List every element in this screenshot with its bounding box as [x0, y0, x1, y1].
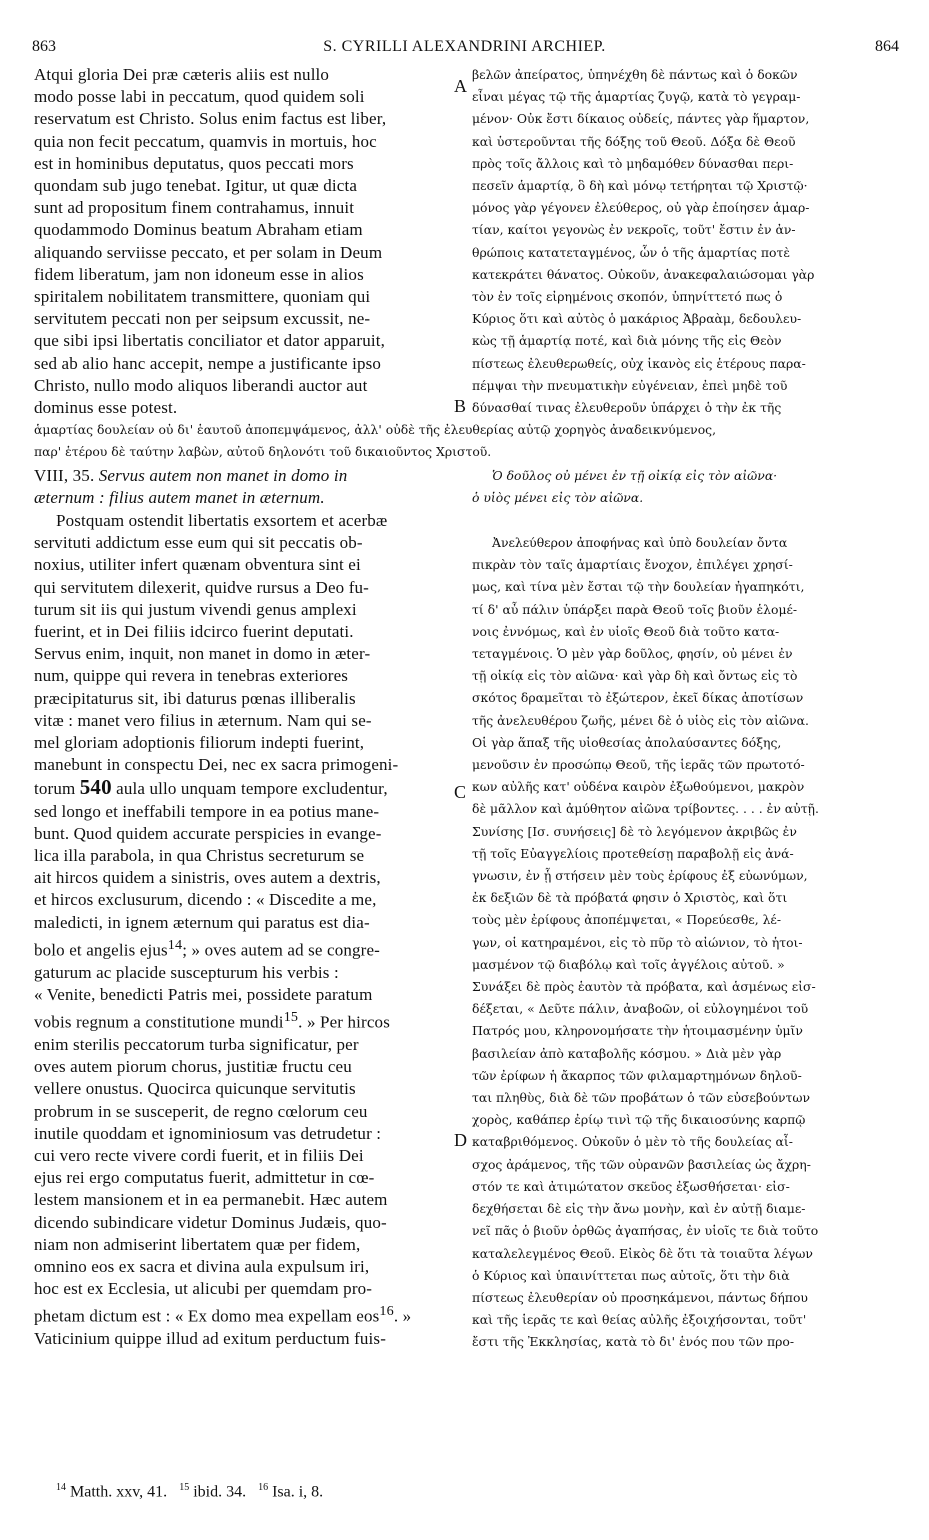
latin-line: « Venite, benedicti Patris mei, possidete paratum: [34, 984, 373, 1004]
greek-line: τῆς ἀνελευθέρου ζωῆς, μένει δὲ ὁ υἱὸς εἰς τὸν αἰῶνα.: [472, 712, 809, 728]
verse-number: VIII, 35.: [34, 466, 95, 485]
latin-line: lestem mansionem et in ea permanebit. Hæc autem: [34, 1190, 388, 1210]
greek-line: ἔστι τῆς Ἐκκλησίας, κατὰ τὸ δι' ἑνός που τῶν προ-: [472, 1334, 795, 1350]
full-line: ἁμαρτίας δουλείαν οὐ δι' ἑαυτοῦ ἀποπεμψάμενος, ἀλλ' οὐδὲ τῆς ἐλευθερίας αὐτῷ χορηγὸς ἀναδεικνύμενος,: [34, 422, 717, 437]
latin-line-with-note: [34, 934, 454, 962]
greek-line: μενοῦσιν ἐν προσώπῳ Θεοῦ, τῆς ἱερᾶς τῶν πρωτοτό-: [472, 757, 805, 773]
latin-line: probrum in se susceperit, de regno cœlorum ceu: [34, 1101, 368, 1121]
greek-line: πικρὰν τὸν ταῖς ἁμαρτίαις ἔνοχον, ἐπιλέγει χρησί-: [472, 557, 793, 573]
greek-line: ται πληθὺς, διὰ δὲ τῶν προβάτων ὁ τῶν εὐσεβούντων: [472, 1090, 811, 1106]
footnote-number: 14: [56, 1482, 66, 1493]
latin-line: et hircos exclusurum, dicendo : « Discedite a me,: [34, 890, 377, 910]
greek-line: Συνάξει δὲ πρὸς ἑαυτὸν τὰ πρόβατα, καὶ ἁσμένως εἰσ-: [472, 979, 816, 995]
verse-latin-line-1: [34, 465, 454, 487]
greek-line: στόν τε καὶ ἀτιμώτατον σκεῦος ἐξωσθήσεται· εἰσ-: [472, 1178, 790, 1194]
latin-line: dominus esse potest.: [34, 398, 178, 418]
latin-line: enim sterilis peccatorum turba significatur, per: [34, 1034, 359, 1054]
latin-line: Atqui gloria Dei præ cæteris aliis est nullo: [34, 65, 330, 84]
greek-line: γνωσιν, ἐν ᾗ στήσειν μὲν τοὺς ἐρίφους ἐξ εὐωνύμων,: [472, 868, 808, 884]
latin-line: servituti addictum esse eum qui sit peccatis ob-: [34, 533, 363, 553]
page-number-right: 864: [875, 38, 899, 55]
latin-line: præcipitaturus sit, ibi daturus pœnas illiberalis: [34, 688, 356, 708]
greek-line: Πατρός μου, κληρονομήσατε τὴν ἡτοιμασμένην ὑμῖν: [472, 1023, 803, 1039]
footnote-number: 16: [258, 1482, 269, 1493]
latin-line: bunt. Quod quidem accurate perspicies in evange-: [34, 823, 382, 843]
greek-line: ἐκ δεξιῶν δὲ τὰ πρόβατά φησιν ὁ Χριστὸς, καὶ ὅτι: [472, 890, 788, 906]
column-number: 540: [79, 776, 112, 800]
greek-line: νεῖ πᾶς ὁ βιοῦν ὀρθῶς ἀγαπήσας, ἐν υἱοῖς τε διὰ τοῦτο: [472, 1223, 819, 1239]
latin-line: quodammodo Dominus beatum Abraham etiam: [34, 220, 363, 240]
greek-line: κων αὐλῆς κατ' οὐδένα καιρὸν ἐξωθούμενοι, μακρὸν: [472, 779, 805, 795]
latin-column-top: [34, 64, 454, 419]
greek-line: πέμψαι τὴν πνευματικὴν εὐγένειαν, ἐπεὶ μηδὲ τοῦ: [472, 377, 788, 393]
greek-line: νοις ἐννόμως, καὶ ἐν υἱοῖς Θεοῦ διὰ τοῦτο κατα-: [472, 623, 780, 639]
latin-column-bottom: [34, 510, 454, 1350]
greek-line: τί δ' αὖ πάλιν ὑπάρξει παρὰ Θεοῦ τοῖς βιοῦν ἑλομέ-: [472, 601, 798, 617]
latin-line: vellere onustus. Quocirca quicunque servitutis: [34, 1079, 356, 1099]
greek-line: πεσεῖν ἁμαρτίᾳ, ὃ δὴ καὶ μόνῳ τετήρηται τῷ Χριστῷ·: [472, 178, 808, 194]
latin-line: mel gloriam adoptionis filiorum indepti fuerint,: [34, 733, 365, 753]
latin-line: modo posse labi in peccatum, quod quidem soli: [34, 87, 365, 107]
latin-line-start: bolo et angelis ejus: [34, 940, 168, 960]
latin-line-rest: . » Per hircos: [298, 1012, 390, 1032]
greek-line: πίστεως ἐλευθερίαν οὐ προσηκάμενοι, πάντως δήπου: [472, 1289, 808, 1305]
latin-line: ejus rei ergo computatus fuerit, admittetur in cœ-: [34, 1168, 375, 1188]
latin-line-rest: aula ullo unquam tempore excludentur,: [116, 779, 388, 799]
greek-line: Κύριος ὅτι καὶ αὐτὸς ὁ μακάριος Ἀβραὰμ, δεδουλευ-: [472, 311, 802, 327]
greek-line: κατεκράτει θάνατος. Οὐκοῦν, ἀνακεφαλαιώσομαι γὰρ: [472, 266, 815, 282]
latin-line: Vaticinium quippe illud ad exitum perductum fuis-: [34, 1329, 387, 1349]
latin-line: inutile quoddam et ignominiosum vas detrudetur :: [34, 1123, 382, 1143]
greek-line: πίστεως ἐλευθερωθείς, οὐχ ἱκανὸς εἰς ἑτέρους παρα-: [472, 355, 806, 371]
latin-line: vitæ : manet vero filius in æternum. Nam qui se-: [34, 710, 372, 730]
latin-line: aliquando serviisse peccato, et per solam in Deum: [34, 242, 383, 262]
latin-line: sunt ad propositum finem contrahamus, innuit: [34, 198, 355, 218]
latin-line: hoc est ex Ecclesia, ut alicubi per quemdam pro-: [34, 1279, 373, 1299]
section-marker-b: B: [454, 396, 467, 416]
greek-line: τῶν ἐρίφων ἡ ἄκαρπος τῶν φιλαμαρτημόνων δηλοῦ-: [472, 1067, 802, 1083]
greek-line: καὶ τῆς ἱερᾶς τε καὶ θείας αὐλῆς ἐξοιχήσονται, τοῦτ': [472, 1312, 807, 1328]
verse-latin: [34, 465, 454, 509]
greek-line: κὼς τῇ ἁμαρτίᾳ ποτέ, καὶ διὰ μόνης τῆς εἰς Θεὸν: [472, 333, 782, 349]
greek-line: θρώποις κατατεταγμένος, ὧν ὁ τῆς ἁμαρτίας ποτὲ: [472, 244, 790, 260]
verse-greek-line-2: ὁ υἱὸς μένει εἰς τὸν αἰῶνα.: [472, 490, 644, 506]
greek-line: δεχθήσεται δὲ εἰς τὴν ἄνω μονὴν, καὶ ἐν αὐτῇ διαμε-: [472, 1201, 806, 1217]
latin-line: turum sit iis qui justum vivendi genus amplexi: [34, 599, 357, 619]
greek-line: δέξεται, « Δεῦτε πάλιν, ἀναβοῶν, οἱ εὐλογημένοι τοῦ: [472, 1001, 809, 1017]
latin-line: manebunt in conspectu Dei, nec ex sacra primogeni-: [34, 755, 399, 775]
latin-line: Christo, nullo modo aliquos liberandi auctor aut: [34, 375, 368, 395]
full-line: παρ' ἑτέρου δὲ ταύτην λαβὼν, αὐτοῦ δηλονότι τοῦ δικαιοῦντος Χριστοῦ.: [34, 444, 492, 460]
latin-line: gaturum ac placide suscepturum his verbis :: [34, 962, 339, 982]
page-header: [0, 38, 929, 60]
latin-line-rest: ; » oves autem ad se congre-: [182, 940, 380, 960]
latin-line-with-note: [34, 1300, 454, 1328]
latin-line: sed ab alio hanc accepit, nempe a justificante ipso: [34, 353, 382, 373]
latin-line-with-note: [34, 1006, 454, 1034]
greek-line: Συνίσης [Ισ. συνήσεις] δὲ τὸ λεγόμενον ἀκριβῶς ἐν: [472, 823, 797, 839]
footnote-text: ibid. 34.: [193, 1483, 247, 1501]
greek-line: καὶ ὑστεροῦνται τῆς δόξης τοῦ Θεοῦ. Δόξα δὲ Θεοῦ: [472, 133, 796, 149]
latin-line-start: phetam dictum est : « Ex domo mea expellam eos: [34, 1307, 380, 1327]
footnote-text: Matth. xxv, 41.: [70, 1483, 168, 1501]
greek-line: βασιλείαν ἀπὸ καταβολῆς κόσμου. » Διὰ μὲν γὰρ: [472, 1045, 782, 1061]
verse-greek: [472, 465, 898, 509]
greek-line: σχος ἀράμενος, τῆς τῶν οὐρανῶν βασιλείας ὡς ἄχρη-: [472, 1156, 811, 1172]
greek-line: Οἱ γὰρ ἅπαξ τῆς υἱοθεσίας ἀπολαύσαντες δόξης,: [472, 734, 782, 750]
latin-line: sed longo et ineffabili tempore in ea potius mane-: [34, 801, 380, 821]
greek-line: δύνασθαί τινας ἐλευθεροῦν ὑπάρχει ὁ τὴν ἐκ τῆς: [472, 400, 782, 416]
footnote-text: Isa. i, 8.: [272, 1483, 324, 1501]
section-marker-c: C: [454, 782, 467, 802]
greek-line: καταλελεγμένος Θεοῦ. Εἰκὸς δὲ ὅτι τὰ τοιαῦτα λέγων: [472, 1245, 813, 1261]
greek-line: βελῶν ἀπείρατος, ὑπηνέχθη δὲ πάντως καὶ ὁ δοκῶν: [472, 67, 798, 82]
footnote-ref: 15: [283, 1009, 299, 1026]
latin-line: servitutem peccati non per seipsum excussit, ne-: [34, 309, 371, 329]
latin-line: lica illa parabola, in qua Christus secreturum se: [34, 846, 365, 866]
footnotes: [56, 1482, 323, 1501]
footnote-ref: 14: [167, 936, 183, 953]
latin-line: omnino eos ex sacra et divina aula expulsum iri,: [34, 1257, 370, 1277]
greek-line: γων, οἱ κατηραμένοι, εἰς τὸ πῦρ τὸ αἰώνιον, τὸ ἡτοι-: [472, 934, 803, 950]
greek-line: τεταγμένοις. Ὁ μὲν γὰρ δοῦλος, φησίν, οὐ μένει ἐν: [472, 646, 793, 662]
latin-line: fidem liberatum, jam non idoneum esse in alios: [34, 264, 364, 284]
latin-line: quia non fecit peccatum, quamvis in mortuis, hoc: [34, 131, 377, 151]
verse-latin-text: Servus autem non manet in domo in: [98, 466, 348, 485]
latin-line: fuerint, et in Dei filiis idcirco fuerint deputati.: [34, 622, 354, 642]
latin-line: Servus enim, inquit, non manet in domo in æter-: [34, 644, 371, 664]
latin-line: noxius, utiliter infert quænam obventura sint ei: [34, 555, 361, 575]
greek-line: χορὸς, καθάπερ ἐρίῳ τινὶ τῷ τῆς δικαιοσύνης καρπῷ: [472, 1112, 806, 1128]
latin-line: dicendo subindicare videtur Dominus Judæis, quo-: [34, 1212, 387, 1232]
latin-line-with-column-number: [34, 776, 454, 800]
verse-greek-line-1: Ὁ δοῦλος οὐ μένει ἐν τῇ οἰκίᾳ εἰς τὸν αἰῶνα·: [492, 468, 778, 483]
greek-line: τὸν ἐν τοῖς εἰρημένοις σκοπόν, ὑπηνίττετό πως ὁ: [472, 289, 783, 305]
greek-line: ὁ Κύριος καὶ ὑπαινίττεται πως αὐτοῖς, ὅτι τὴν διὰ: [472, 1267, 790, 1283]
greek-line: καταβριθόμενος. Οὐκοῦν ὁ μὲν τὸ τῆς δουλείας αἶ-: [472, 1134, 793, 1150]
footnote-number: 15: [179, 1482, 190, 1493]
greek-line: Ἀνελεύθερον ἀποφήνας καὶ ὑπὸ δουλείαν ὄντα: [492, 535, 788, 550]
greek-line: τίαν, καίτοι γεγονὼς ἐν νεκροῖς, τοῦτ' ἔστιν ἐν ἀν-: [472, 222, 796, 238]
latin-line: quondam sub jugo tenebat. Igitur, ut quæ dicta: [34, 176, 358, 196]
greek-line: τῇ τοῖς Εὐαγγελίοις προτεθείσῃ παραβολῇ εἰς ἀνά-: [472, 845, 794, 861]
latin-line: qui servitutem dilexerit, quidve rursus a Deo fu-: [34, 577, 369, 597]
greek-line: τοὺς μὲν ἐρίφους ἀποπέμψεται, « Πορεύεσθε, λέ-: [472, 912, 782, 928]
running-title: S. CYRILLI ALEXANDRINI ARCHIEP.: [323, 38, 606, 55]
section-marker-d: D: [454, 1130, 467, 1150]
latin-line-start: torum: [34, 779, 76, 799]
latin-line: num, quippe qui revera in tenebras exteriores: [34, 666, 349, 686]
section-marker-a: A: [454, 76, 467, 96]
verse-latin-line-2: æternum : filius autem manet in æternum.: [34, 488, 325, 508]
footnote-ref: 16: [379, 1303, 394, 1320]
latin-line-start: vobis regnum a constitutione mundi: [34, 1012, 284, 1032]
greek-line: μένον· Οὐκ ἔστι δίκαιος οὐδείς, πάντες γὰρ ἥμαρτον,: [472, 111, 810, 127]
latin-line: niam non admiserint libertatem quæ per fidem,: [34, 1234, 361, 1254]
greek-line: μόνος γὰρ γέγονεν ἐλεύθερος, οὐ γὰρ ἐποίησεν ἁμαρ-: [472, 200, 810, 216]
greek-column-top: [472, 64, 898, 419]
latin-line: spiritalem nobilitatem transmittere, quoniam qui: [34, 287, 371, 307]
greek-line: μασμένον τῷ διαβόλῳ καὶ τοῖς ἀγγέλοις αὐτοῦ. »: [472, 956, 785, 972]
greek-line: μως, καὶ τίνα μὲν ἔσται τῷ τὴν δουλείαν ἠγαπηκότι,: [472, 579, 805, 595]
latin-line: maledicti, in ignem æternum qui paratus est dia-: [34, 912, 370, 932]
latin-line: ait hircos quidem a sinistris, oves autem a dextris,: [34, 868, 381, 888]
greek-column-bottom: [472, 532, 898, 1354]
greek-line: τῇ οἰκίᾳ εἰς τὸν αἰῶνα· καὶ γὰρ δὴ καὶ ὄντως εἰς τὸ: [472, 668, 798, 684]
latin-line: est in hominibus deputatus, quos peccati mors: [34, 153, 354, 173]
latin-line: que sibi ipsi libertatis conciliator et dator apparuit,: [34, 331, 385, 351]
latin-line: Postquam ostendit libertatis exsortem et acerbæ: [56, 511, 388, 530]
page-number-left: 863: [32, 38, 56, 55]
greek-line: πρὸς τοῖς ἄλλοις καὶ τὸ μηδαμόθεν δύνασθαι περι-: [472, 155, 794, 171]
latin-line-rest: . »: [393, 1307, 412, 1327]
latin-line: oves autem piorum chorus, justitiæ fructu ceu: [34, 1057, 352, 1077]
latin-line: cui vero recte vivere cordi fuerit, et in filiis Dei: [34, 1146, 364, 1165]
greek-line: εἶναι μέγας τῷ τῆς ἁμαρτίας ζυγῷ, κατὰ τὸ γεγραμ-: [472, 89, 801, 105]
greek-line: δὲ μᾶλλον καὶ ἀμύθητον αἰῶνα τρίβοντες. . . . ἐν αὐτῇ.: [472, 801, 819, 817]
latin-line: reservatum est Christo. Solus enim factus est liber,: [34, 109, 387, 129]
greek-line: σκότος δραμεῖται τὸ ἐξώτερον, ἐκεῖ δίκας ἀποτίσων: [472, 690, 804, 706]
full-width-lines: [34, 419, 898, 463]
